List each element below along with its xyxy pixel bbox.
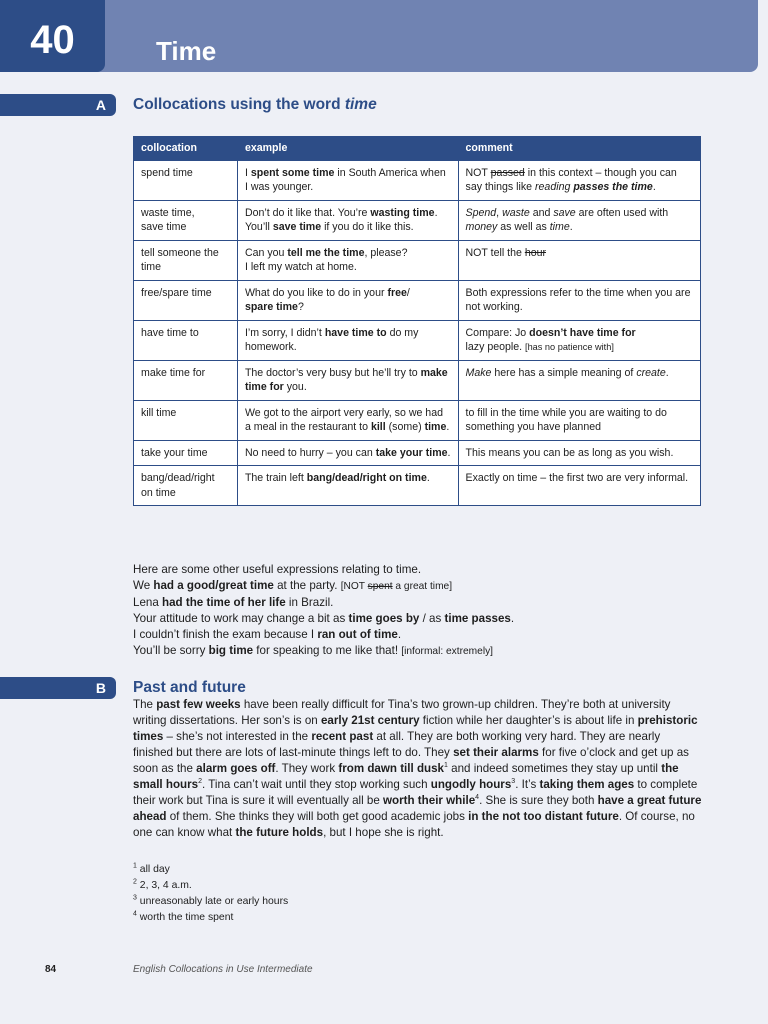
section-a-letter: A	[95, 97, 106, 113]
cell-example: I’m sorry, I didn’t have time to do my homework.	[237, 320, 458, 360]
cell-comment: This means you can be as long as you wish.	[458, 440, 700, 466]
footer-book-title: English Collocations in Use Intermediate	[133, 964, 313, 975]
table-header-row	[134, 137, 701, 161]
cell-collocation: spend time	[134, 160, 238, 200]
footnotes	[133, 862, 533, 926]
section-b-letter: B	[95, 680, 106, 696]
table-header-collocation: collocation	[134, 137, 238, 161]
cell-collocation: have time to	[134, 320, 238, 360]
table-row	[134, 320, 701, 360]
cell-example: The train left bang/dead/right on time.	[237, 466, 458, 506]
cell-example: What do you like to do in your free/ spare time?	[237, 280, 458, 320]
expression-line: You’ll be sorry big time for speaking to me like that! [informal: extremely]	[133, 644, 494, 657]
cell-collocation: make time for	[134, 360, 238, 400]
cell-comment: Make here has a simple meaning of create.	[458, 360, 700, 400]
cell-collocation: bang/dead/right on time	[134, 466, 238, 506]
cell-example: Can you tell me the time, please? I left my watch at home.	[237, 240, 458, 280]
unit-number: 40	[30, 18, 75, 62]
table-row	[134, 160, 701, 200]
cell-comment: NOT tell the hour	[458, 240, 700, 280]
cell-collocation: free/spare time	[134, 280, 238, 320]
cell-collocation: kill time	[134, 400, 238, 440]
table-row	[134, 240, 701, 280]
cell-collocation: waste time, save time	[134, 200, 238, 240]
table-row	[134, 280, 701, 320]
table-row	[134, 360, 701, 400]
cell-example: No need to hurry – you can take your time.	[237, 440, 458, 466]
table-row	[134, 200, 701, 240]
section-b-paragraph: The past few weeks have been really difficult for Tina’s two grown-up children. They’re both at university writing dissertations. Her son’s is on early 21st century fiction while her daughter’s is about life in prehistoric times – she’s not interested in the recent past at all. They are both working very hard. They are nearly finished but there are lots of last-minute things left to do. They set their alarms for five o’clock and get up as soon as the alarm goes off. They work from dawn till dusk$^1$ and indeed sometimes they stay up until the small hours$^2$. Tina can’t wait until they stop working such ungodly hours$^3$. It’s taking them ages to complete their work but Tina is sure it will eventually all be worth their while$^4$. She is sure they both have a great future ahead of them. She thinks they will both get good academic jobs in the not too distant future. Of course, no one can know what the future holds, but I hope she is right.	[133, 698, 702, 839]
footnote: $^4$ worth the time spent	[133, 910, 234, 923]
unit-number-box	[0, 0, 105, 72]
unit-banner	[0, 0, 758, 72]
section-b-heading: Past and future	[133, 679, 246, 696]
table-row	[134, 440, 701, 466]
table-header-comment: comment	[458, 137, 700, 161]
unit-title: Time	[156, 36, 217, 66]
section-b-tab	[0, 677, 116, 699]
expression-line: Your attitude to work may change a bit as time goes by / as time passes.	[133, 612, 515, 625]
expressions-intro: Here are some other useful expressions relating to time.	[133, 563, 422, 576]
collocations-table	[133, 136, 701, 506]
cell-comment: Compare: Jo doesn’t have time for lazy people. [has no patience with]	[458, 320, 700, 360]
section-a-heading: Collocations using the word time	[133, 96, 377, 113]
expression-line: Lena had the time of her life in Brazil.	[133, 596, 334, 609]
table-row	[134, 466, 701, 506]
section-a-tab	[0, 94, 116, 116]
cell-comment: Both expressions refer to the time when you are not working.	[458, 280, 700, 320]
cell-comment: Spend, waste and save are often used with money as well as time.	[458, 200, 700, 240]
footnote: $^1$ all day	[133, 862, 170, 875]
expression-line: We had a good/great time at the party. [NOT spent a great time]	[133, 579, 453, 592]
cell-example: I spent some time in South America when I was younger.	[237, 160, 458, 200]
table-header-example: example	[237, 137, 458, 161]
expression-line: I couldn’t finish the exam because I ran out of time.	[133, 628, 402, 641]
cell-comment: NOT passed in this context – though you can say things like reading passes the time.	[458, 160, 700, 200]
other-expressions	[133, 562, 713, 660]
footnote: $^2$ 2, 3, 4 a.m.	[133, 878, 192, 891]
cell-comment: Exactly on time – the first two are very informal.	[458, 466, 700, 506]
page-number: 84	[45, 964, 57, 975]
cell-example: We got to the airport very early, so we had a meal in the restaurant to kill (some) time.	[237, 400, 458, 440]
cell-example: Don’t do it like that. You’re wasting time. You’ll save time if you do it like this.	[237, 200, 458, 240]
table-row	[134, 400, 701, 440]
cell-example: The doctor’s very busy but he’ll try to make time for you.	[237, 360, 458, 400]
cell-collocation: take your time	[134, 440, 238, 466]
cell-collocation: tell someone the time	[134, 240, 238, 280]
footnote: $^3$ unreasonably late or early hours	[133, 894, 289, 907]
cell-comment: to fill in the time while you are waiting to do something you have planned	[458, 400, 700, 440]
